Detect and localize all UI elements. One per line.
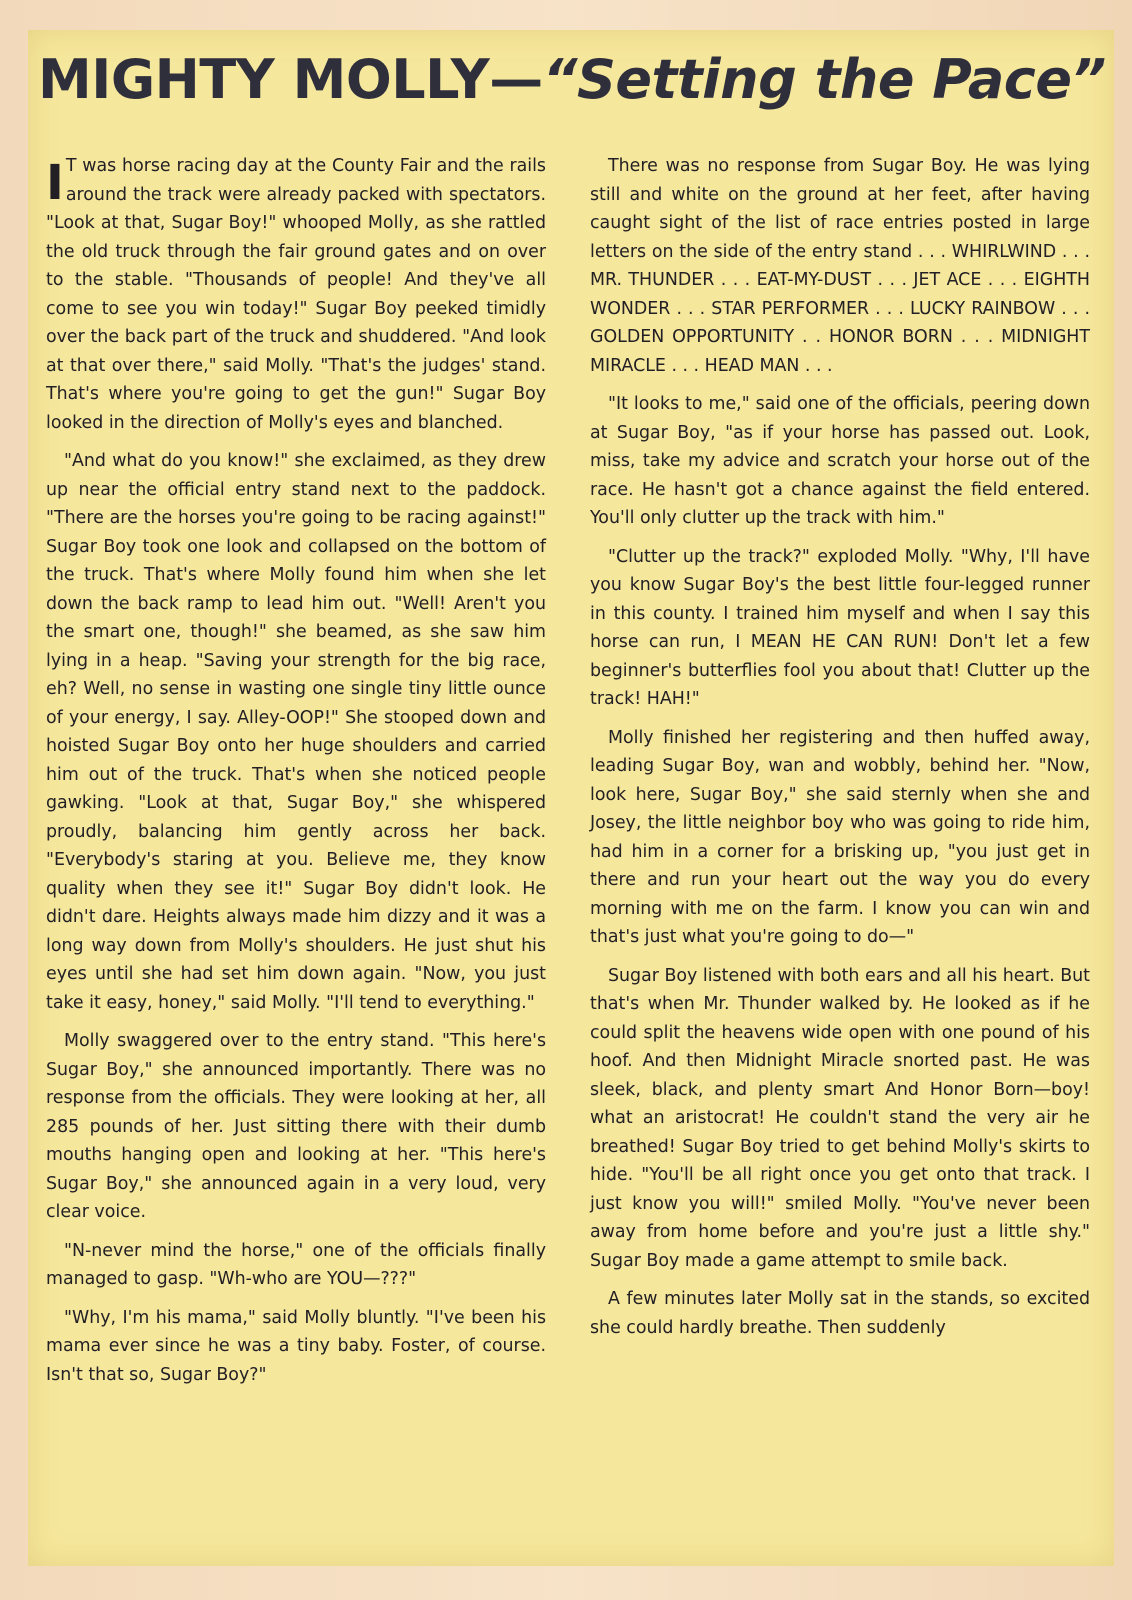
story-paragraph: "Why, I'm his mama," said Molly bluntly. "I've been his mama ever since he was a tiny baby. Foster, of course. Isn't that so, Sugar Boy?" bbox=[46, 1307, 546, 1385]
story-paragraph: Sugar Boy listened with both ears and all his heart. But that's when Mr. Thunder walked by. He looked as if he could split the heavens wide open with one pound of his hoof. And then Midnight Miracle snorted past. He was sleek, black, and plenty smart And Honor Born—boy! what an aristocrat! He couldn't stand the very air he breathed! Sugar Boy tried to get behind Molly's skirts to hide. "You'll be all right once you get onto that track. I just know you will!" smiled Molly. "You've never been away from home before and you're just a little shy." Sugar Boy made a game attempt to smile back. bbox=[590, 965, 1090, 1271]
left-column bbox=[46, 152, 546, 1399]
story-paragraph: Molly swaggered over to the entry stand. "This here's Sugar Boy," she announced importantly. There was no response from the officials. They were looking at her, all 285 pounds of her. Just sitting there with their dumb mouths hanging open and looking at her. "This here's Sugar Boy," she announced again in a very loud, very clear voice. bbox=[46, 1031, 546, 1222]
story-paragraph: Molly finished her registering and then huffed away, leading Sugar Boy, wan and wobbly, behind her. "Now, look here, Sugar Boy," she said sternly when she and Josey, the little neighbor boy who was going to ride him, had him in a corner for a brisking up, "you just get in there and run your heart out the way you do every morning with me on the farm. I know you can win and that's just what you're going to do—" bbox=[590, 727, 1090, 947]
story-paragraph: A few minutes later Molly sat in the stands, so excited she could hardly breathe. Then suddenly bbox=[590, 1289, 1090, 1338]
story-paragraph: "N-never mind the horse," one of the officials finally managed to gasp. "Wh-who are YOU—???" bbox=[46, 1240, 546, 1289]
story-paragraph: I T was horse racing day at the County Fair and the rails around the track were already packed with spectators. "Look at that, Sugar Boy!" whooped Molly, as she rattled the old truck through the fair ground gates and on over to the stable. "Thousands of people! And they've all come to see you win today!" Sugar Boy peeked timidly over the back part of the truck and shuddered. "And look at that over there," said Molly. "That's the judges' stand. That's where you're going to get the gun!" Sugar Boy looked in the direction of Molly's eyes and blanched. bbox=[46, 155, 546, 433]
story-paragraph: "It looks to me," said one of the officials, peering down at Sugar Boy, "as if your horse has passed out. Look, miss, take my advice and scratch your horse out of the race. He hasn't got a chance against the field entered. You'll only clutter up the track with him." bbox=[590, 394, 1090, 528]
right-column bbox=[590, 152, 1090, 1344]
story-paragraph: "And what do you know!" she exclaimed, as they drew up near the official entry stand next to the paddock. "There are the horses you're going to be racing against!" Sugar Boy took one look and collapsed on the bottom of the truck. That's where Molly found him when she let down the back ramp to lead him out. "Well! Aren't you the smart one, though!" she beamed, as she saw him lying in a heap. "Saving your strength for the big race, eh? Well, no sense in wasting one single tiny little ounce of your energy, I say. Alley-OOP!" She stooped down and hoisted Sugar Boy onto her huge shoulders and carried him out of the truck. That's when she noticed people gawking. "Look at that, Sugar Boy," she whispered proudly, balancing him gently across her back. "Everybody's staring at you. Believe me, they know quality when they see it!" Sugar Boy didn't look. He didn't dare. Heights always made him dizzy and it was a long way down from Molly's shoulders. He just shut his eyes until she had set him down again. "Now, you just take it easy, honey," said Molly. "I'll tend to everything." bbox=[46, 451, 546, 1013]
story-paragraph: "Clutter up the track?" exploded Molly. "Why, I'll have you know Sugar Boy's the best little four-legged runner in this county. I trained him myself and when I say this horse can run, I MEAN HE CAN RUN! Don't let a few beginner's butterflies fool you about that! Clutter up the track! HAH!" bbox=[590, 546, 1090, 709]
title-subtitle: “Setting the Pace” bbox=[542, 48, 1106, 111]
story-title bbox=[38, 38, 1114, 122]
drop-cap: I bbox=[46, 155, 64, 211]
title-main: MIGHTY MOLLY— bbox=[38, 48, 543, 111]
story-paragraph: There was no response from Sugar Boy. He was lying still and white on the ground at her feet, after having caught sight of the list of race entries posted in large letters on the side of the entry stand . . . WHIRLWIND . . . MR. THUNDER . . . EAT-MY-DUST . . . JET ACE . . . EIGHTH WONDER . . . STAR PERFORMER . . . LUCKY RAINBOW . . . GOLDEN OPPORTUNITY . . HONOR BORN . . . MIDNIGHT MIRACLE . . . HEAD MAN . . . bbox=[590, 156, 1090, 376]
